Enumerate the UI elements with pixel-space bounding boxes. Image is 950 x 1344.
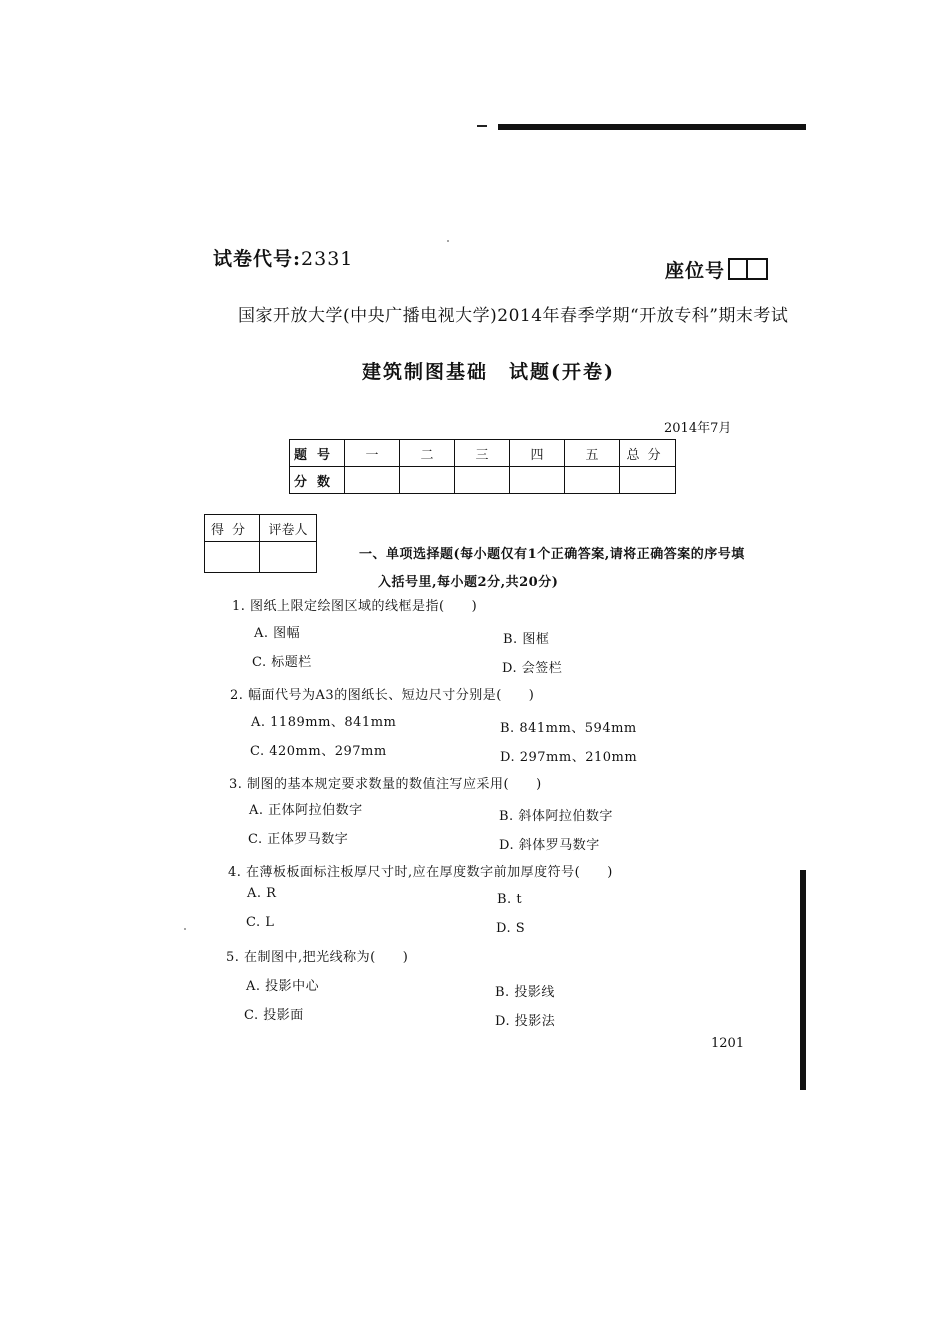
grader-table-header-row [205,515,317,542]
question-5-option-b: B. 投影线 [495,985,555,1000]
section-1-title-line-2: 入括号里,每小题2分,共20分) [378,575,559,590]
score-cell[interactable] [455,467,510,494]
paper-code [213,244,353,271]
exam-heading: 国家开放大学(中央广播电视大学)2014年春季学期“开放专科”期末考试 [238,306,789,326]
score-cell-total[interactable] [620,467,676,494]
scan-top-rule [498,124,806,130]
question-1-option-a: A. 图幅 [254,626,301,641]
grader-name-cell[interactable] [260,542,317,573]
scan-speck [184,928,186,930]
question-3-option-a: A. 正体阿拉伯数字 [249,803,363,818]
question-1: 1. 图纸上限定绘图区域的线框是指( ) [232,599,478,614]
grader-score-label: 得分 [205,515,260,542]
seat-number-label: 座位号 [665,260,726,282]
score-cell[interactable] [565,467,620,494]
question-5-option-c: C. 投影面 [244,1008,304,1023]
exam-date: 2014年7月 [664,421,732,436]
scan-right-edge [800,870,806,1090]
grader-table [204,514,317,573]
score-col-3: 三 [455,440,510,467]
score-table-row-label: 分数 [290,467,345,494]
question-1-option-c: C. 标题栏 [252,655,312,670]
page-number: 1201 [711,1036,745,1051]
scan-speck [447,240,449,242]
paper-code-value: 2331 [301,248,354,270]
question-2-option-b: B. 841mm、594mm [500,721,637,736]
question-5-option-d: D. 投影法 [495,1014,556,1029]
question-1-option-d: D. 会签栏 [502,661,563,676]
question-3: 3. 制图的基本规定要求数量的数值注写应采用( ) [229,777,542,792]
question-4: 4. 在薄板板面标注板厚尺寸时,应在厚度数字前加厚度符号( ) [228,865,613,880]
score-col-5: 五 [565,440,620,467]
question-4-option-d: D. S [496,921,526,936]
grader-name-label: 评卷人 [260,515,317,542]
score-col-1: 一 [345,440,400,467]
scan-mark-dash [477,125,487,127]
question-2-option-d: D. 297mm、210mm [500,750,638,765]
question-5-option-a: A. 投影中心 [246,979,320,994]
exam-title: 建筑制图基础 试题(开卷) [362,361,615,383]
score-table-header-row [290,440,676,467]
grader-score-cell[interactable] [205,542,260,573]
seat-number-boxes[interactable] [728,258,768,280]
question-4-option-b: B. t [497,892,523,907]
question-3-option-c: C. 正体罗马数字 [248,832,349,847]
question-2-option-c: C. 420mm、297mm [250,744,387,759]
question-3-option-d: D. 斜体罗马数字 [499,838,600,853]
question-3-option-b: B. 斜体阿拉伯数字 [499,809,613,824]
score-table-header-label: 题号 [290,440,345,467]
score-cell[interactable] [400,467,455,494]
score-table-score-row [290,467,676,494]
question-2: 2. 幅面代号为A3的图纸长、短边尺寸分别是( ) [230,688,535,703]
section-1-title-line-1: 一、单项选择题(每小题仅有1个正确答案,请将正确答案的序号填 [359,547,745,562]
question-5: 5. 在制图中,把光线称为( ) [226,950,409,965]
score-col-total: 总分 [620,440,676,467]
score-table [289,439,676,494]
paper-code-label: 试卷代号: [213,248,302,270]
question-2-option-a: A. 1189mm、841mm [251,715,397,730]
score-cell[interactable] [510,467,565,494]
question-1-option-b: B. 图框 [503,632,550,647]
score-cell[interactable] [345,467,400,494]
question-4-option-c: C. L [246,915,275,930]
score-col-2: 二 [400,440,455,467]
score-col-4: 四 [510,440,565,467]
question-4-option-a: A. R [247,886,277,901]
grader-table-entry-row [205,542,317,573]
